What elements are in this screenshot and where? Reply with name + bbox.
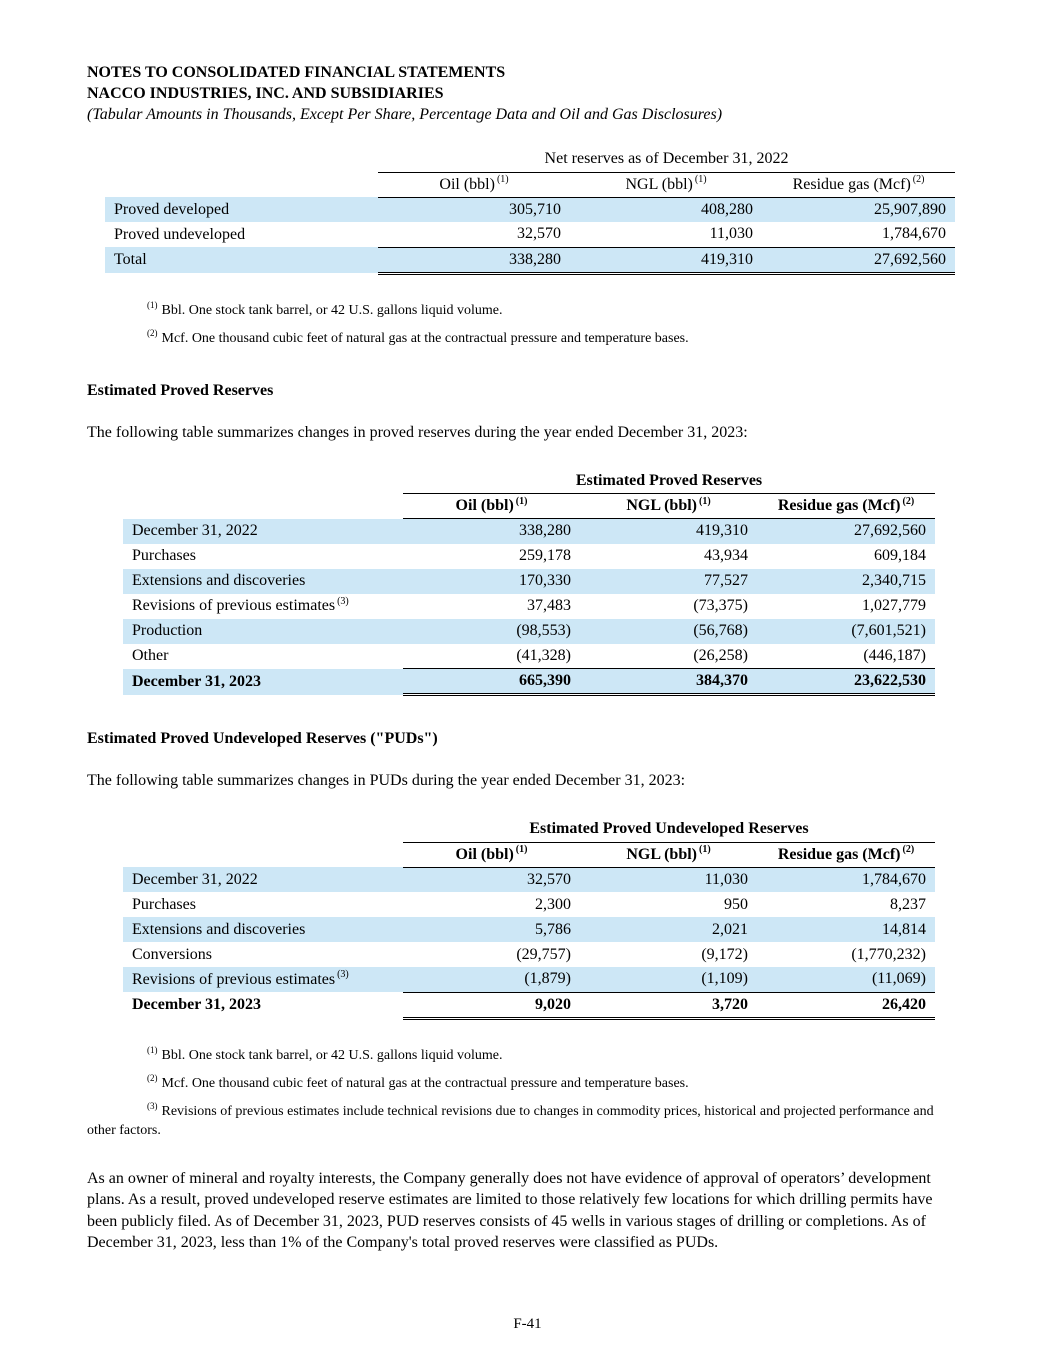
column-header-oil [403,494,580,519]
cell-gas: 1,027,779 [862,597,926,614]
column-label: Residue gas (Mcf) [777,497,901,514]
cell-oil: 2,300 [535,895,571,913]
table-row-total [123,992,935,1018]
table-row-total [105,247,955,273]
cell-oil: 32,570 [517,225,561,243]
corner-cell [105,147,378,172]
table-row [123,867,935,892]
section-heading-puds: Estimated Proved Undeveloped Reserves ("PUDs") [87,730,438,747]
cell-ngl: 2,021 [580,917,757,942]
cell-ngl: (73,375) [693,597,748,614]
cell-ngl: 43,934 [704,547,748,564]
corner-cell [123,842,403,867]
footnote-ref: (2) [912,174,925,186]
cell-oil: 338,280 [378,247,570,273]
document-title: NOTES TO CONSOLIDATED FINANCIAL STATEMENTS [87,64,506,81]
estimated-proved-reserves-table [123,469,935,697]
row-label: Extensions and discoveries [123,917,403,942]
footnote-ref: (1) [699,844,711,856]
cell-oil: 259,178 [519,547,571,564]
cell-ngl: 77,527 [580,569,757,594]
table-title: Estimated Proved Undeveloped Reserves [403,817,935,842]
footnote-text: Revisions of previous estimates include technical revisions due to changes in commodity prices, historical and projected performance and other factors. [87,1103,934,1138]
footnote-text: Mcf. One thousand cubic feet of natural gas at the contractual pressure and temperature bases. [161,330,689,346]
table-title: Estimated Proved Reserves [403,469,935,494]
cell-oil: 338,280 [403,519,580,544]
footnote-marker: (2) [147,327,158,338]
row-label: Purchases [132,895,196,913]
footnote-marker: (1) [147,1044,158,1055]
column-label: Oil (bbl) [439,175,495,193]
footnote-marker: (2) [147,1072,158,1083]
footnotes-top [87,301,955,348]
row-label: Other [132,647,169,664]
column-label: Oil (bbl) [455,497,514,514]
column-header-oil [378,172,570,197]
cell-oil: 170,330 [403,569,580,594]
cell-ngl: 419,310 [580,519,757,544]
cell-oil: 305,710 [378,197,570,222]
column-label: Residue gas (Mcf) [792,175,911,193]
cell-gas: 27,692,560 [757,519,935,544]
row-label: December 31, 2023 [132,996,261,1013]
cell-ngl: (1,109) [580,967,757,992]
cell-gas: 2,340,715 [757,569,935,594]
cell-gas: (446,187) [863,646,926,664]
footnote [87,301,955,320]
cell-ngl: (9,172) [701,945,748,963]
footnote-ref: (3) [337,969,349,981]
page-number: F-41 [513,1316,542,1332]
corner-cell [123,817,403,842]
cell-oil: 9,020 [403,992,580,1018]
table-title-row [123,817,935,842]
table-row-total [123,669,935,695]
cell-oil: (1,879) [403,967,580,992]
column-header-row [105,172,955,197]
cell-oil: 37,483 [527,597,571,614]
cell-oil: 665,390 [403,669,580,695]
row-label [123,967,403,992]
column-header-residue-gas [757,494,935,519]
column-header-ngl [580,494,757,519]
table-row [123,569,935,594]
corner-cell [123,494,403,519]
column-label: NGL (bbl) [626,497,697,514]
row-label: Extensions and discoveries [123,569,403,594]
row-label: Proved developed [105,197,378,222]
table-row [123,619,935,644]
row-label-text: Revisions of previous estimates [132,597,336,614]
cell-ngl: 11,030 [709,225,753,243]
cell-ngl: (56,768) [580,619,757,644]
cell-ngl: 384,370 [580,669,757,695]
row-label: December 31, 2023 [123,669,403,695]
cell-gas: (7,601,521) [757,619,935,644]
cell-gas: 23,622,530 [757,669,935,695]
table-title-row [123,469,935,494]
table-title-row [105,147,955,172]
column-header-ngl [570,172,762,197]
table-row [105,222,955,247]
cell-gas: 26,420 [757,992,935,1018]
cell-ngl: 419,310 [570,247,762,273]
column-label: NGL (bbl) [625,175,693,193]
table-row [105,197,955,222]
row-label: December 31, 2022 [123,867,403,892]
row-label-text: Revisions of previous estimates [132,970,336,988]
table-row [123,917,935,942]
cell-oil: (29,757) [516,945,571,963]
column-label: Residue gas (Mcf) [777,845,901,863]
footnote-ref: (1) [699,495,711,507]
section-heading-proved-reserves: Estimated Proved Reserves [87,381,274,399]
cell-gas: 25,907,890 [762,197,955,222]
footnote-ref: (1) [515,844,528,856]
cell-gas: 8,237 [890,895,926,913]
table-row [123,519,935,544]
column-header-residue-gas [757,842,935,867]
column-label: Oil (bbl) [455,845,514,863]
cell-gas: (1,770,232) [851,945,926,963]
footnote-marker: (3) [147,1100,158,1111]
footnote-ref: (1) [694,174,707,186]
column-header-ngl [580,842,757,867]
cell-ngl: 11,030 [580,867,757,892]
footnote-marker: (1) [147,299,158,310]
cell-oil: 5,786 [403,917,580,942]
table-row [123,942,935,967]
row-label: Production [123,619,403,644]
column-header-row [123,842,935,867]
table-row [123,644,935,669]
footnote-text: Bbl. One stock tank barrel, or 42 U.S. gallons liquid volume. [161,302,503,318]
document-header [87,62,955,125]
footnote-text: Mcf. One thousand cubic feet of natural gas at the contractual pressure and temperature bases. [161,1075,689,1091]
cell-ngl: 3,720 [580,992,757,1018]
footnote-text: Bbl. One stock tank barrel, or 42 U.S. gallons liquid volume. [161,1047,503,1063]
corner-cell [105,172,378,197]
footnote [87,1102,955,1140]
footnote-ref: (3) [337,595,349,607]
cell-ngl: 950 [724,895,748,913]
footnotes-bottom [87,1046,955,1140]
puds-intro: The following table summarizes changes in PUDs during the year ended December 31, 2023: [87,772,686,789]
cell-ngl: 408,280 [570,197,762,222]
footnote-ref: (1) [515,495,528,507]
row-label: Purchases [132,547,196,564]
row-label: December 31, 2022 [123,519,403,544]
cell-gas: (11,069) [757,967,935,992]
footnote [87,1074,955,1093]
row-label: Proved undeveloped [114,225,246,243]
tabular-amounts-note: (Tabular Amounts in Thousands, Except Per Share, Percentage Data and Oil and Gas Disclosures) [87,106,723,123]
table-row [123,544,935,569]
column-header-row [123,494,935,519]
footnote [87,329,955,348]
cell-gas: 1,784,670 [757,867,935,892]
cell-gas: 1,784,670 [882,225,947,243]
table-row [123,967,935,992]
footnote-ref: (1) [496,174,509,186]
cell-ngl: (26,258) [693,646,748,664]
net-reserves-table [105,147,955,275]
cell-gas: 609,184 [874,547,926,564]
column-label: NGL (bbl) [626,845,697,863]
cell-oil: 32,570 [403,867,580,892]
table-title: Net reserves as of December 31, 2022 [378,147,955,172]
closing-paragraph: As an owner of mineral and royalty interests, the Company generally does not have evidence of approval of operators’ development plans. As a result, proved undeveloped reserve estimates are limited to those relatively few locations for which drilling permits have been publicly filed. As of December 31, 2023, PUD reserves consists of 45 wells in various stages of drilling or completions. As of December 31, 2023, less than 1% of the Company's total proved reserves were classified as PUDs. [87,1169,933,1251]
footnote [87,1046,955,1065]
company-name: NACCO INDUSTRIES, INC. AND SUBSIDIARIES [87,85,444,102]
footnote-ref: (2) [902,844,915,856]
table-row [123,892,935,917]
footnote-ref: (2) [902,495,915,507]
corner-cell [123,469,403,494]
row-label: Conversions [132,945,212,963]
table-row [123,594,935,619]
row-label [123,594,403,619]
puds-table [123,817,935,1020]
column-header-residue-gas [762,172,955,197]
cell-oil: (98,553) [403,619,580,644]
proved-reserves-intro: The following table summarizes changes in proved reserves during the year ended December 31, 2023: [87,423,748,441]
cell-oil: (41,328) [516,646,571,664]
cell-gas: 14,814 [757,917,935,942]
cell-gas: 27,692,560 [762,247,955,273]
row-label: Total [105,247,378,273]
column-header-oil [403,842,580,867]
